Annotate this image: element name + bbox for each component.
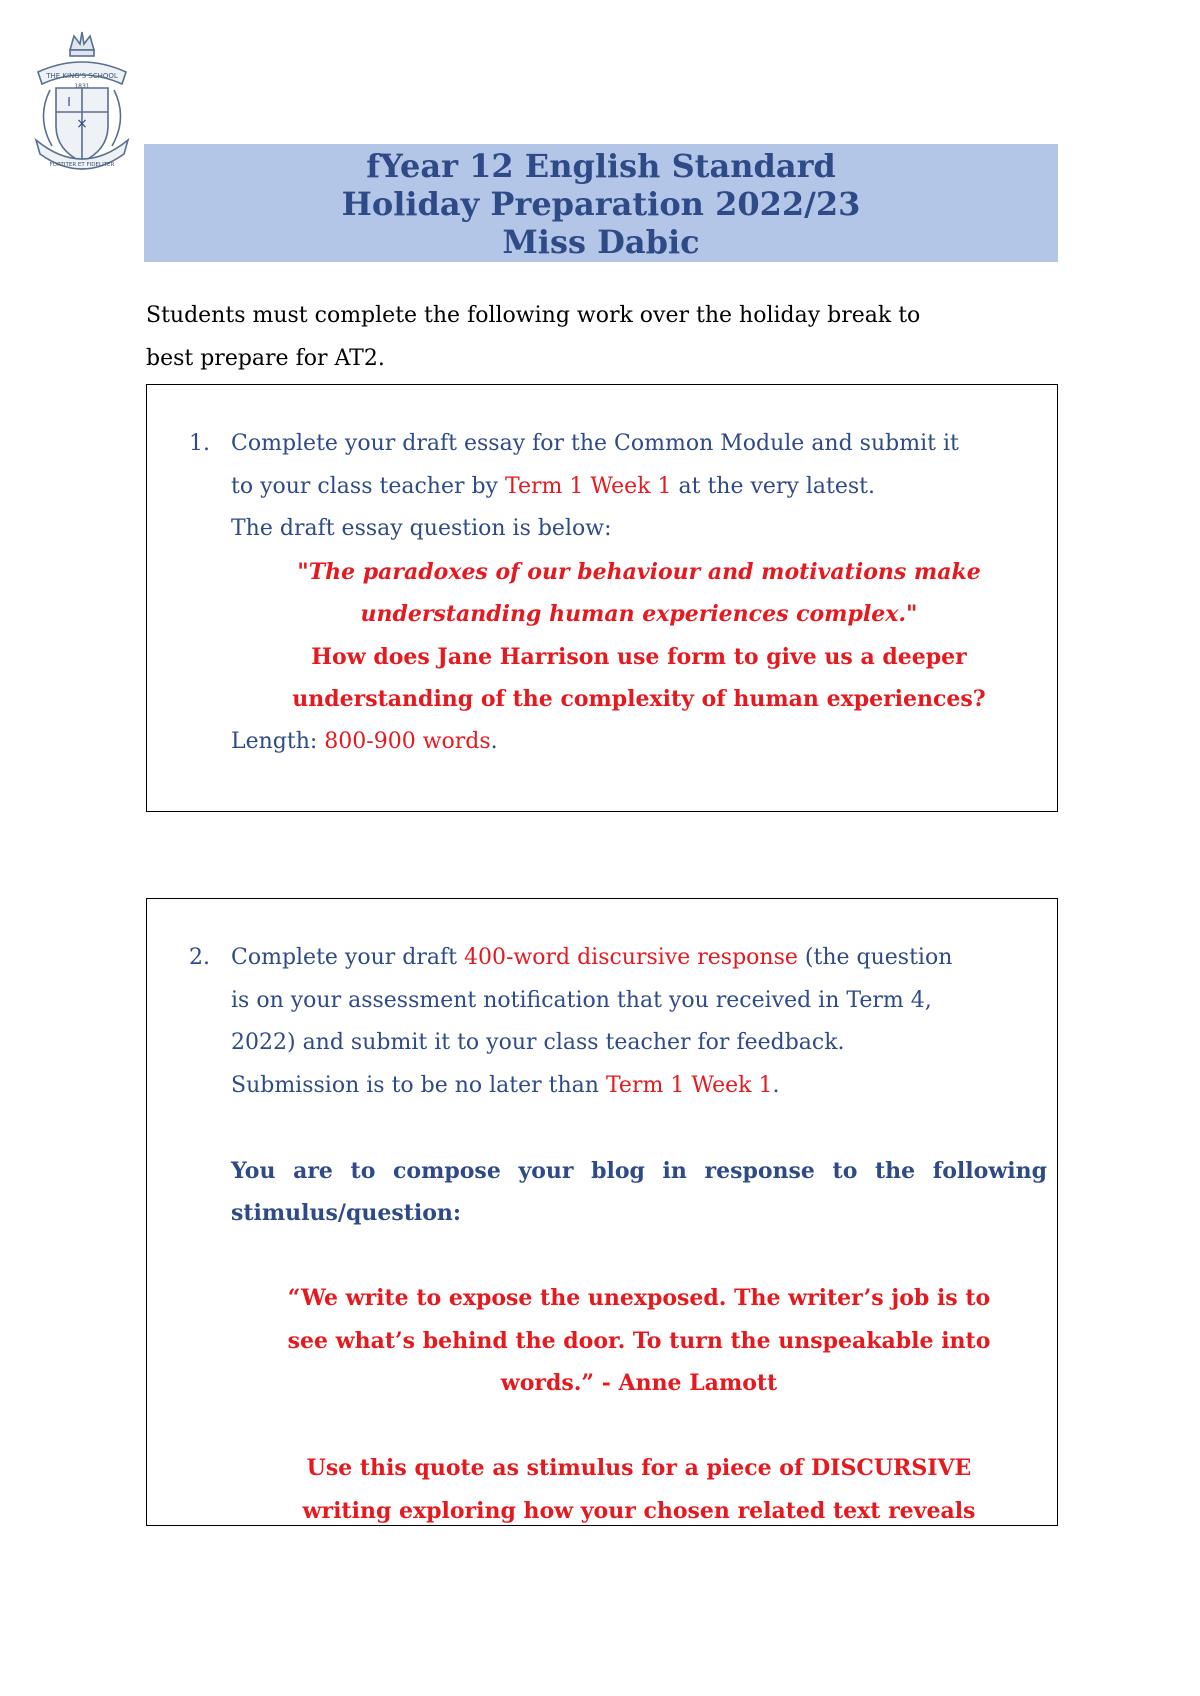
response-type: 400-word discursive response bbox=[463, 945, 798, 970]
task-2-number: 2. bbox=[189, 945, 210, 970]
length-requirement: Length: 800-900 words. bbox=[231, 728, 498, 754]
svg-text:FORTITER ET FIDELITER: FORTITER ET FIDELITER bbox=[49, 162, 115, 168]
svg-text:×: × bbox=[76, 116, 88, 132]
blog-instruction: You are to compose your blog in response to the following bbox=[231, 1157, 1047, 1184]
school-crest-logo bbox=[30, 28, 134, 178]
task-1-content: 1. Complete your draft essay for the Common Module and submit it to your class teacher by Term 1 Week 1 at the very latest. The draft essay question is below: "The paradoxes of our behaviour and motivations make understanding human experiences complex." How does Jane Harrison use form to give us a deeper understanding of the complexity of human experiences? Length: 800-900 words. bbox=[231, 423, 1047, 763]
stimulus-instruction-line-1: Use this quote as stimulus for a piece of DISCURSIVE bbox=[306, 1455, 972, 1481]
task-1-number: 1. bbox=[189, 431, 210, 456]
essay-question-line-2: understanding human experiences complex." bbox=[360, 601, 918, 627]
svg-text:1831: 1831 bbox=[74, 83, 90, 90]
teacher-name: Miss Dabic bbox=[502, 223, 700, 261]
deadline-text: Term 1 Week 1 bbox=[504, 473, 672, 499]
deadline-text: Term 1 Week 1 bbox=[605, 1072, 773, 1098]
essay-question-line-4: understanding of the complexity of human experiences? bbox=[292, 686, 986, 712]
task-2-box bbox=[146, 898, 1058, 1526]
stimulus-instruction-line-2: writing exploring how your chosen related text reveals bbox=[302, 1497, 976, 1524]
essay-question-line-3: How does Jane Harrison use form to give us a deeper bbox=[311, 643, 967, 670]
svg-text:I: I bbox=[67, 95, 71, 109]
stimulus-quote-line-3: words.” - Anne Lamott bbox=[500, 1370, 778, 1396]
document-subtitle: Holiday Preparation 2022/23 bbox=[341, 185, 861, 223]
svg-text:THE KING'S SCHOOL: THE KING'S SCHOOL bbox=[46, 72, 118, 80]
stimulus-quote-line-2: see what’s behind the door. To turn the unspeakable into bbox=[287, 1327, 991, 1354]
task-2-content: 2. Complete your draft 400-word discursive response (the question is on your assessment notification that you received in Term 4, 2022) and submit it to your class teacher for feedback. Submission is to be no later than Term 1 Week 1. You are to compose your blog in response to the following stimulus/question: “We write to expose the unexposed. The writer’s job is to see what’s behind the door. To turn the unspeakable into words.” - Anne Lamott Use this quote as stimulus for a piece of DISCURSIVE writing exploring how your chosen related text reveals bbox=[231, 937, 1047, 1532]
title-banner bbox=[144, 144, 1058, 262]
task-1-box bbox=[146, 384, 1058, 812]
essay-question-line-1: "The paradoxes of our behaviour and motivations make bbox=[297, 558, 981, 585]
stimulus-quote-line-1: “We write to expose the unexposed. The writer’s job is to bbox=[287, 1285, 991, 1311]
course-title: fYear 12 English Standard bbox=[366, 147, 836, 185]
intro-paragraph: Students must complete the following work over the holiday break to best prepare for AT2. bbox=[146, 303, 921, 371]
